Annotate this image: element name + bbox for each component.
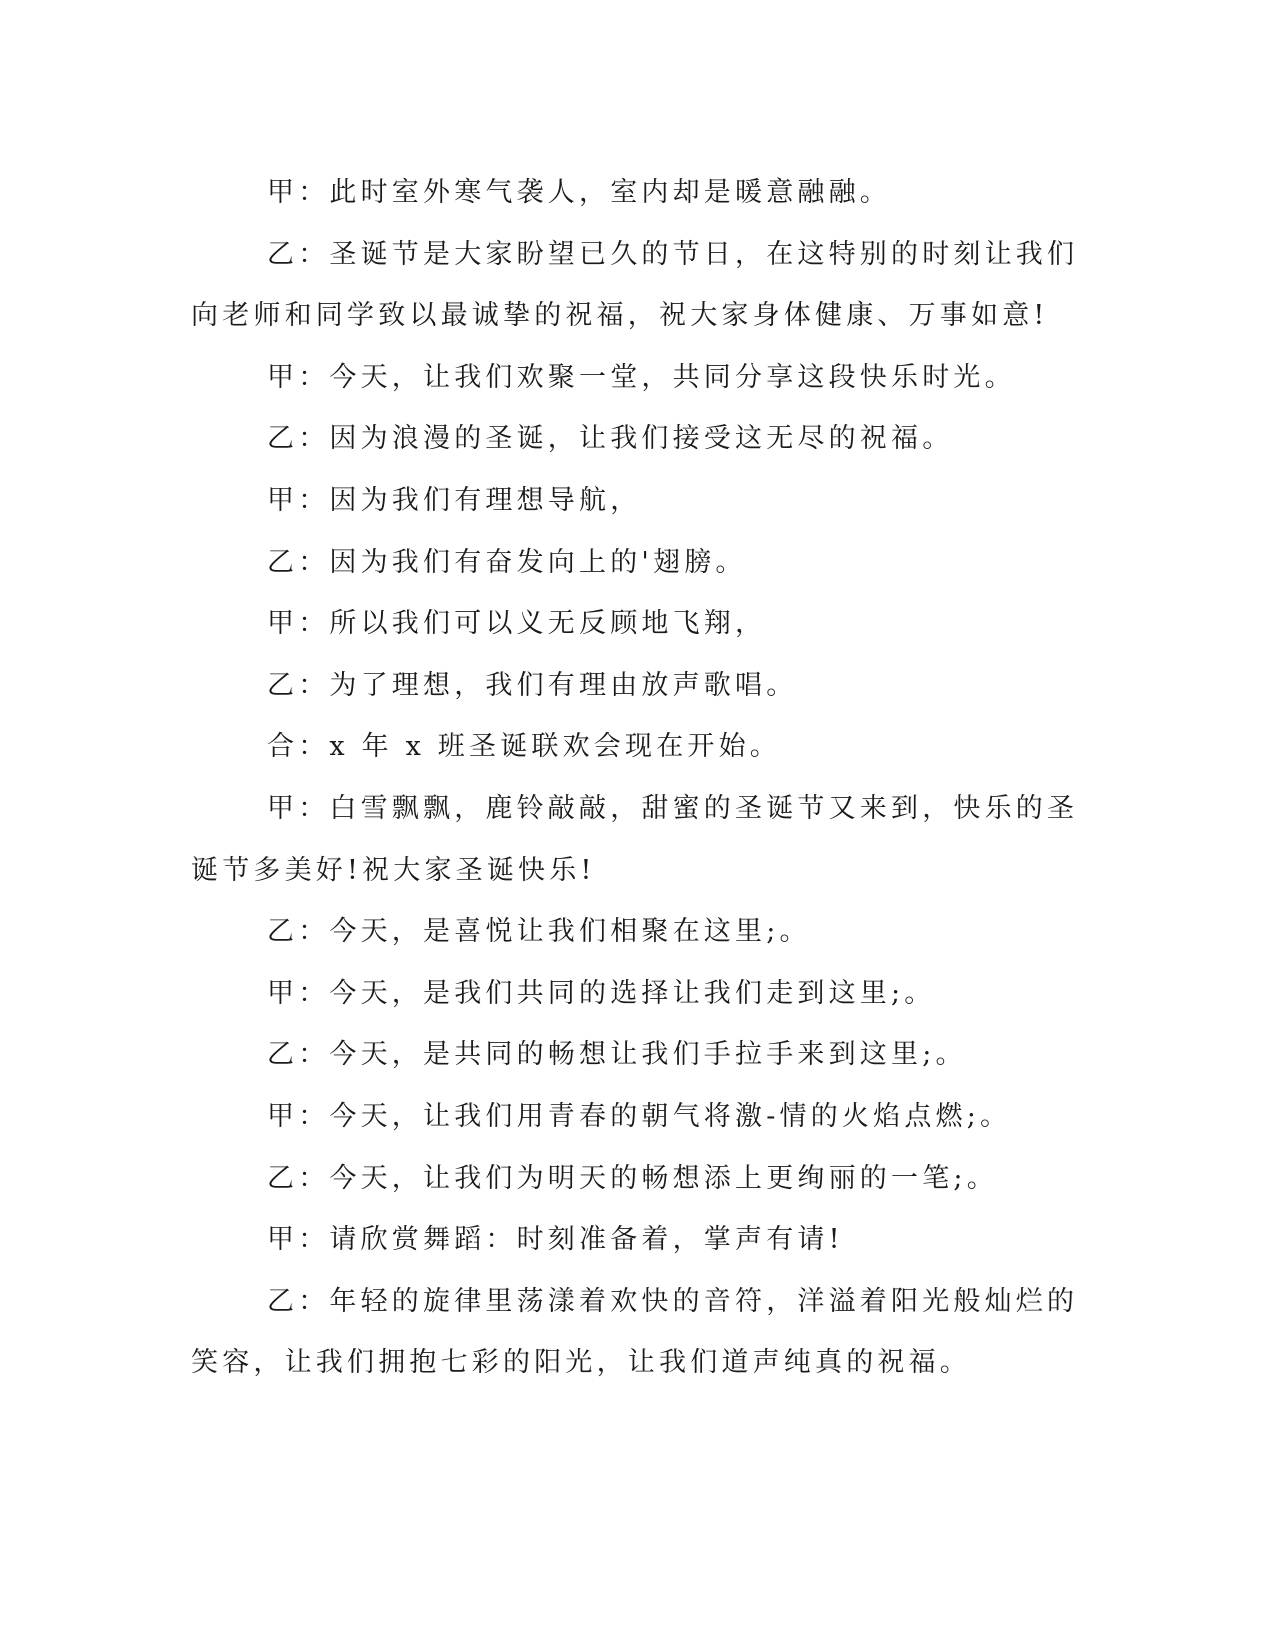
paragraph: 乙：今天，是喜悦让我们相聚在这里;。	[267, 916, 811, 948]
paragraph: 乙：圣诞节是大家盼望已久的节日，在这特别的时刻让我们向老师和同学致以最诚挚的祝福，祝大家身体健康、万事如意!	[191, 238, 1079, 332]
paragraph: 乙：今天，让我们为明天的畅想添上更绚丽的一笔;。	[267, 1162, 998, 1194]
paragraph: 甲：今天，让我们用青春的朝气将激-情的火焰点燃;。	[267, 1100, 1012, 1132]
paragraph: 甲：今天，是我们共同的选择让我们走到这里;。	[267, 977, 936, 1009]
document-body	[191, 162, 1081, 1394]
paragraph: 合：x 年 x 班圣诞联欢会现在开始。	[267, 731, 782, 763]
paragraph: 甲：请欣赏舞蹈：时刻准备着，掌声有请!	[267, 1224, 844, 1256]
paragraph: 乙：年轻的旋律里荡漾着欢快的音符，洋溢着阳光般灿烂的笑容，让我们拥抱七彩的阳光，让我们道声纯真的祝福。	[191, 1285, 1079, 1379]
paragraph: 甲：因为我们有理想导航，	[267, 484, 642, 516]
paragraph: 乙：为了理想，我们有理由放声歌唱。	[267, 669, 798, 701]
paragraph: 乙：因为浪漫的圣诞，让我们接受这无尽的祝福。	[267, 423, 954, 455]
paragraph: 乙：因为我们有奋发向上的'翅膀。	[267, 546, 747, 578]
paragraph: 乙：今天，是共同的畅想让我们手拉手来到这里;。	[267, 1039, 967, 1071]
paragraph: 甲：白雪飘飘，鹿铃敲敲，甜蜜的圣诞节又来到，快乐的圣诞节多美好!祝大家圣诞快乐!	[191, 792, 1079, 886]
paragraph: 甲：此时室外寒气袭人，室内却是暖意融融。	[267, 177, 891, 208]
paragraph: 甲：所以我们可以义无反顾地飞翔，	[267, 608, 767, 640]
paragraph: 甲：今天，让我们欢聚一堂，共同分享这段快乐时光。	[267, 361, 1016, 393]
